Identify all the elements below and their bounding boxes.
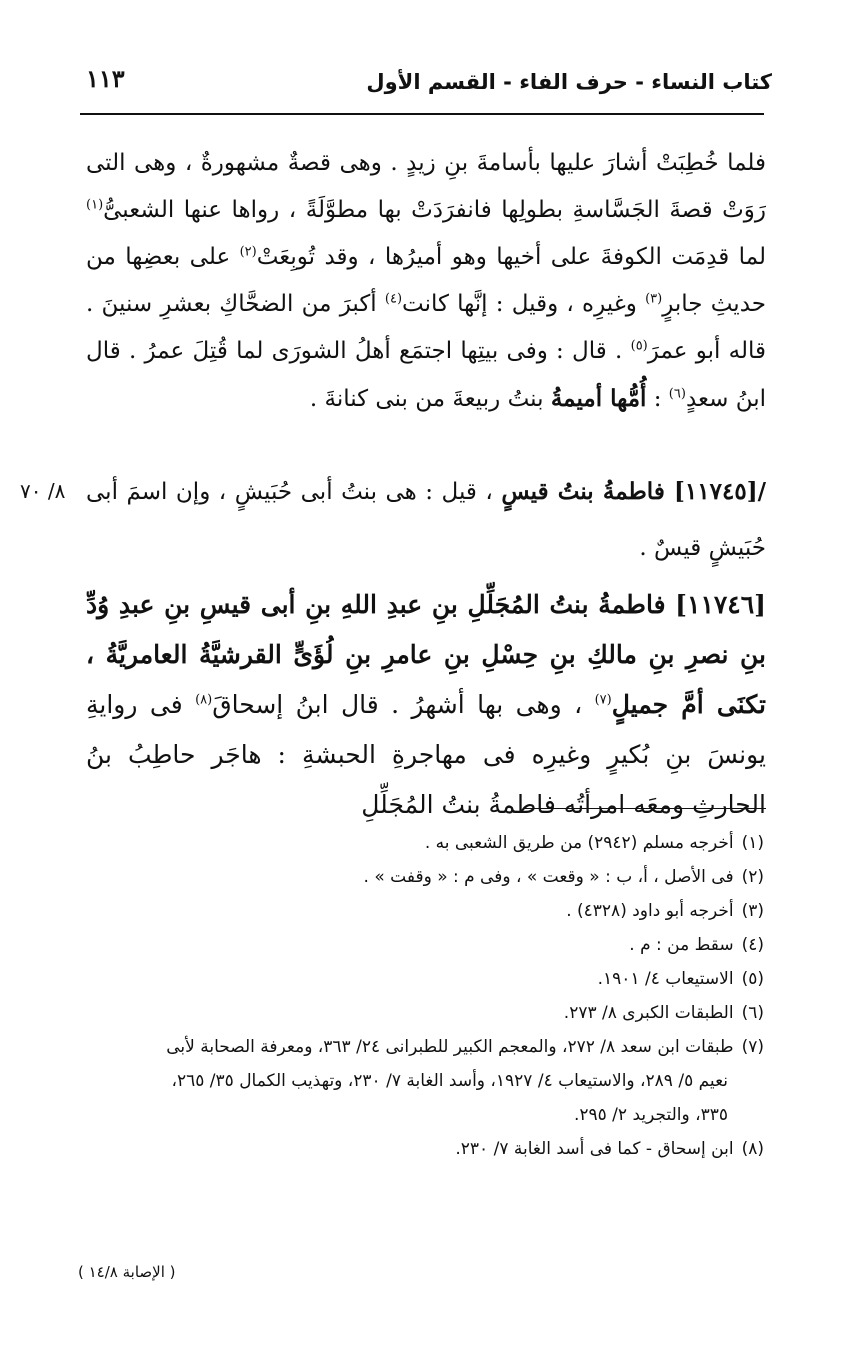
footnote-number: (٦) (741, 1003, 764, 1023)
footnote-text: طبقات ابن سعد ٨/ ٢٧٢، والمعجم الكبير للطبرانى ٢٤/ ٣٦٣، ومعرفة الصحابة لأبى (166, 1037, 734, 1057)
page-number: ١١٣ (86, 64, 125, 93)
footnote-number: (٢) (741, 867, 764, 887)
footnote-text: أخرجه مسلم (٢٩٤٢) من طريق الشعبى به . (424, 833, 734, 853)
paragraph-text: على بعضِها من حديثِ جابرٍ (86, 244, 767, 317)
footnote-number: (٧) (741, 1037, 764, 1057)
footnote-ref-2[interactable]: (٢) (239, 244, 257, 260)
paragraph-text: أكبرَ من الضحَّاكِ بعشرِ سنينَ . قاله أبو عمرَ (86, 291, 766, 364)
paragraph-text: فلما خُطِبَتْ أشارَ عليها بأسامةَ بنِ زيدٍ . وهى قصةٌ مشهورةٌ ، وهى التى رَوَتْ قصةَ الجَسَّاسةِ بطولِها فانفرَدَتْ بها مطوَّلَةً ، رواها عنها الشعبىُّ (86, 150, 766, 223)
footnotes (84, 826, 764, 1166)
footnote-7-continuation: ٣٣٥، والتجريد ٢/ ٢٩٥. (573, 1105, 728, 1125)
entry-number: [١١٧٤٥] (674, 478, 758, 505)
source-edition-ref: ( الإصابة ١٤/٨ ) (78, 1263, 176, 1281)
footnote-6 (84, 996, 764, 1030)
footnote-number: (٨) (741, 1139, 764, 1159)
entry-number: [١١٧٤٦] (675, 590, 766, 619)
paragraph-text-bold: أُمُّها أميمةُ (550, 385, 647, 412)
entry-11746 (86, 580, 766, 830)
paragraph-text: . قال : وفى بيتِها اجتمَع أهلُ الشورَى لما قُتِلَ عمرُ . قال ابنُ سعدٍ (86, 338, 766, 412)
footnote-5 (84, 962, 764, 996)
footnote-number: (٣) (741, 901, 764, 921)
footnote-number: (١) (741, 833, 764, 853)
footnote-7 (84, 1030, 764, 1064)
entry-11745 (86, 464, 766, 576)
footnote-text: فى الأصل ، أ، ب : « وقعت » ، وفى م : « وقفت » . (363, 867, 734, 887)
footnote-ref-1[interactable]: (١) (86, 197, 104, 213)
footnote-ref-4[interactable]: (٤) (384, 291, 403, 307)
footnote-text: أخرجه أبو داود (٤٣٢٨) . (566, 901, 734, 921)
footnote-ref-7[interactable]: (٧) (594, 692, 612, 708)
paragraph-text: : (646, 386, 669, 412)
footnote-text: الاستيعاب ٤/ ١٩٠١. (597, 969, 734, 989)
entry-name: فاطمةُ بنتُ قيسٍ (501, 478, 675, 505)
footnote-ref-6[interactable]: (٦) (668, 386, 686, 402)
footnote-ref-3[interactable]: (٣) (645, 291, 663, 307)
footnote-number: (٥) (741, 969, 764, 989)
footnote-1 (84, 826, 764, 860)
entry-text: فى روايةِ يونسَ بنِ بُكيرٍ وغيرِه فى مهاجرةِ الحبشةِ : هاجَر حاطِبُ بنُ الحارثِ ومعَه امرأتُه فاطمةُ بنتُ المُجَلِّلِ (86, 690, 766, 819)
margin-volume-page-ref: ٨/ ٧٠ (20, 479, 66, 503)
footnote-3 (84, 894, 764, 928)
main-paragraph (86, 140, 766, 433)
paragraph-text: بنتُ ربيعةَ من بنى كنانةَ . (309, 386, 551, 412)
footnote-text: الطبقات الكبرى ٨/ ٢٧٣. (563, 1003, 734, 1023)
footnote-text: سقط من : م . (629, 935, 734, 955)
folio-slash-mark: / (757, 478, 766, 505)
footnote-2 (84, 860, 764, 894)
footnote-7-continuation: نعيم ٥/ ٢٨٩، والاستيعاب ٤/ ١٩٢٧، وأسد الغابة ٧/ ٢٣٠، وتهذيب الكمال ٣٥/ ٢٦٥، (171, 1071, 728, 1091)
header-rule (80, 113, 764, 115)
footnote-text: ابن إسحاق - كما فى أسد الغابة ٧/ ٢٣٠. (455, 1139, 734, 1159)
entry-text: ، قيل : هى بنتُ أبى حُبَيشٍ ، وإن اسمَ أبى حُبَيشٍ قيسٌ . (86, 479, 766, 561)
footnote-separator (524, 808, 766, 809)
paragraph-text: لما قدِمَت الكوفةَ على أخيها وهو أميرُها ، وقد تُوبِعَتْ (256, 244, 766, 270)
footnote-ref-5[interactable]: (٥) (630, 338, 648, 354)
footnote-8 (84, 1132, 764, 1166)
entry-text: ، وهى بها أشهرُ . قال ابنُ إسحاقَ (212, 690, 595, 719)
footnote-ref-8[interactable]: (٨) (195, 692, 213, 708)
footnote-number: (٤) (741, 935, 764, 955)
paragraph-text: وغيرِه ، وقيل : إنَّها كانت (402, 291, 646, 317)
entry-name: فاطمةُ بنتُ المُجَلِّلِ بنِ عبدِ اللهِ بنِ أبى قيسِ بنِ عبدِ وُدِّ بنِ نصرِ بنِ مالكِ بنِ حِسْلِ بنِ عامرِ بنِ لُؤَىٍّ القرشيَّةُ العامريَّةُ ، تكنَى أمَّ جميلٍ (86, 590, 766, 719)
footnote-4 (84, 928, 764, 962)
running-header-title: كتاب النساء - حرف الفاء - القسم الأول (366, 70, 772, 94)
